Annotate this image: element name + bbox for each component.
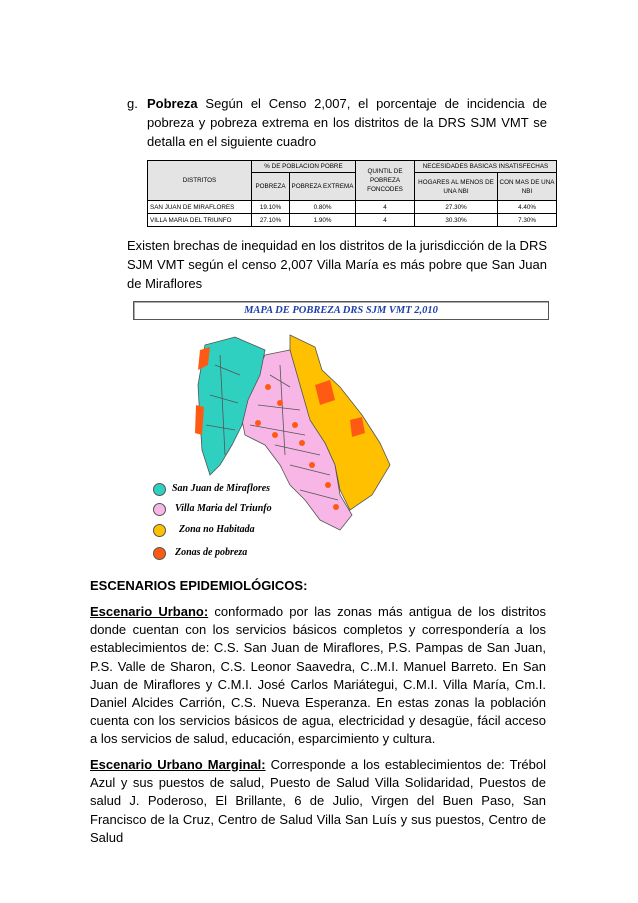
section-title: ESCENARIOS EPIDEMIOLÓGICOS: (90, 578, 308, 593)
cell-conmas: 7.30% (498, 214, 557, 227)
map-poverty-zone (325, 482, 331, 488)
cell-distrito: SAN JUAN DE MIRAFLORES (148, 201, 252, 214)
legend-swatch (153, 503, 166, 516)
marginal-scenario-paragraph (90, 756, 546, 847)
item-label: g. (127, 96, 138, 111)
map-poverty-zone (277, 400, 283, 406)
cell-extrema: 0.80% (290, 201, 356, 214)
legend-item-uninhabited (153, 524, 255, 535)
table-row (148, 201, 557, 214)
cell-extrema: 1.90% (290, 214, 356, 227)
map-poverty-zone (309, 462, 315, 468)
poverty-intro-paragraph (127, 94, 547, 151)
legend-item-villa-maria (153, 503, 272, 514)
urban-scenario-heading: Escenario Urbano: (90, 604, 209, 619)
header-quintil: QUINTIL DE POBREZA FONCODES (356, 161, 415, 201)
legend-swatch (153, 483, 166, 496)
cell-conmas: 4.40% (498, 201, 557, 214)
map-poverty-zone (299, 440, 305, 446)
legend-swatch (153, 547, 166, 560)
inequity-paragraph: Existen brechas de inequidad en los distritos de la jurisdicción de la DRS SJM VMT según el censo 2,007 Villa María es más pobre que San Juan de Miraflores (127, 238, 547, 291)
cell-pobreza: 27.10% (252, 214, 290, 227)
map-poverty-zone (292, 422, 298, 428)
legend-swatch (153, 524, 166, 537)
cell-hogares: 30.30% (415, 214, 498, 227)
cell-pobreza: 19.10% (252, 201, 290, 214)
map-title: MAPA DE POBREZA DRS SJM VMT 2,010 (244, 305, 438, 316)
map-poverty-zone (272, 432, 278, 438)
header-pobreza-extrema: POBREZA EXTREMA (290, 173, 356, 201)
map-poverty-zone (333, 504, 339, 510)
header-hogares-nbi: HOGARES AL MENOS DE UNA NBI (415, 173, 498, 201)
legend-label: Villa Maria del Triunfo (175, 503, 272, 514)
urban-scenario-text: conformado por las zonas más antigua de los distritos donde cuentan con los servicios básicos completos y correspondería a los establecimientos de: C.S. San Juan de Miraflores, P.S. Pampas de San Juan, P.S. Valle de Sharon, C.S. Leonor Saavedra, C..M.I. Manuel Barreto. En San Juan de Miraflores y C.M.I. José Carlos Mariátegui, C.M.I. Villa María, Cm.I. Daniel Alcides Carrión, C.S. Nueva Esperanza. En estas zonas la población cuenta con los servicios básicos de agua, electricidad y desagüe, fácil acceso a los servicios de salud, educación, esparcimiento y cultura. (90, 604, 546, 747)
poverty-table (147, 160, 557, 227)
header-poblacion-pobre: % DE POBLACION POBRE (252, 161, 356, 173)
header-nbi: NECESIDADES BASICAS INSATISFECHAS (415, 161, 557, 173)
legend-label: San Juan de Miraflores (172, 483, 271, 494)
header-distritos: DISTRITOS (148, 161, 252, 201)
marginal-scenario-heading: Escenario Urbano Marginal: (90, 757, 266, 772)
header-pobreza: POBREZA (252, 173, 290, 201)
legend-item-poverty (153, 547, 247, 558)
cell-distrito: VILLA MARIA DEL TRIUNFO (148, 214, 252, 227)
legend-item-san-juan (153, 483, 270, 494)
item-heading: Pobreza (147, 96, 198, 111)
map-title-box (133, 301, 549, 320)
marginal-scenario-text: Corresponde a los establecimientos de: Trébol Azul y sus puestos de salud, Puesto de Salud Villa Solidaridad, Puestos de salud J. Poderoso, El Brillante, 6 de Julio, Virgen del Buen Paso, San Francisco de la Cruz, Centro de Salud Villa San Luís y sus puestos, Centro de Salud (90, 757, 546, 845)
item-text: Según el Censo 2,007, el porcentaje de incidencia de pobreza y pobreza extrema en los distritos de la DRS SJM VMT se detalla en el siguiente cuadro (147, 96, 547, 149)
table-row (148, 214, 557, 227)
map-poverty-zone (255, 420, 261, 426)
cell-hogares: 27.30% (415, 201, 498, 214)
cell-quintil: 4 (356, 201, 415, 214)
map-poverty-zone (265, 384, 271, 390)
legend-label: Zona no Habitada (179, 524, 255, 535)
urban-scenario-paragraph (90, 603, 546, 749)
cell-quintil: 4 (356, 214, 415, 227)
header-con-mas-nbi: CON MAS DE UNA NBI (498, 173, 557, 201)
legend-label: Zonas de pobreza (175, 547, 248, 558)
